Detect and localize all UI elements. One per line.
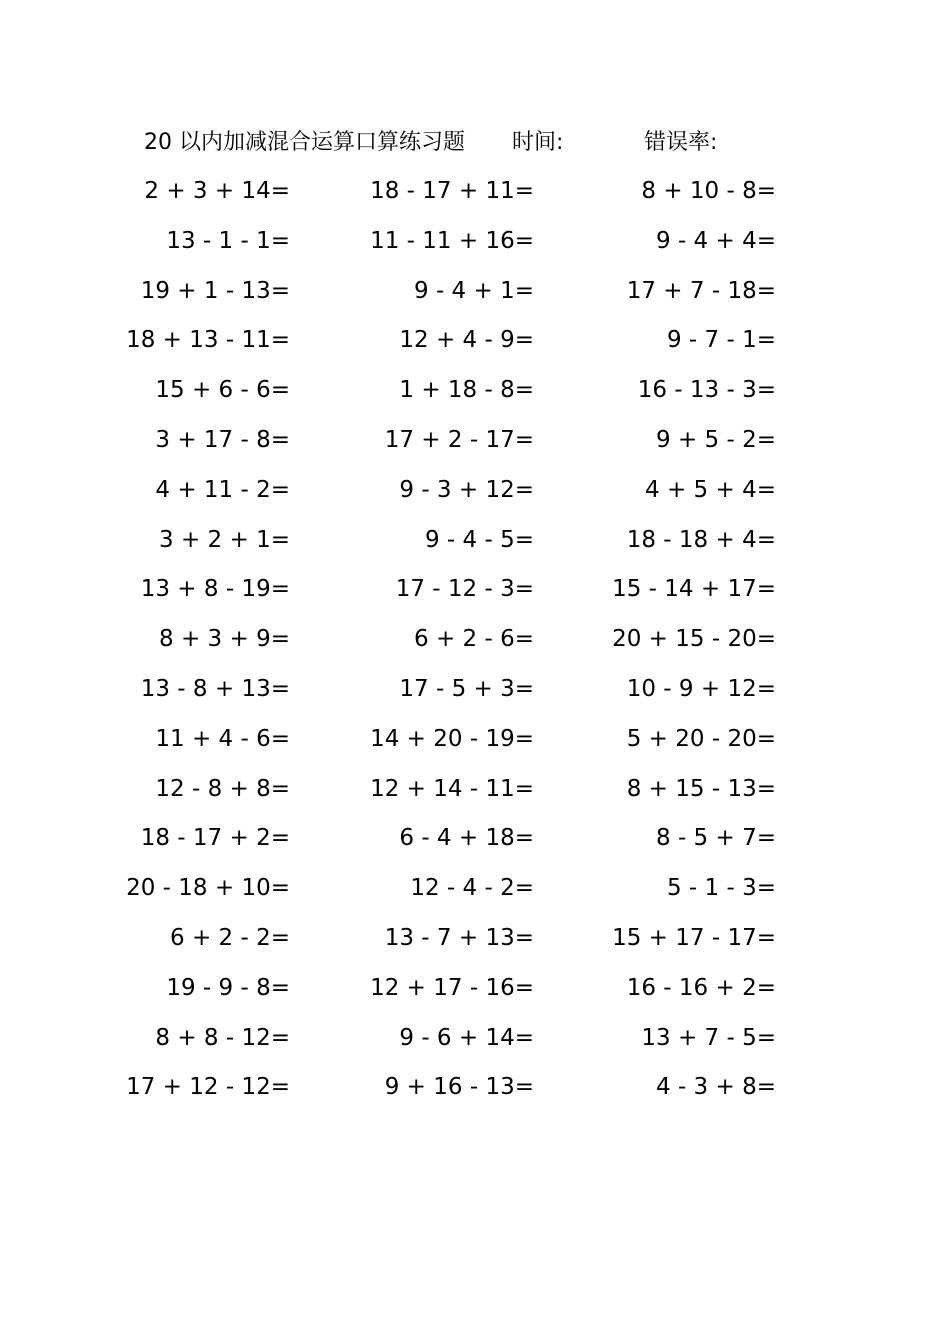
- problem-row: [0, 968, 950, 1018]
- problem-row: [0, 1067, 950, 1117]
- math-problem: 9 - 4 - 5=: [424, 526, 534, 553]
- problem-row: [0, 370, 950, 420]
- math-problem: 9 - 7 - 1=: [666, 327, 776, 354]
- math-problem: 15 - 14 + 17=: [612, 576, 776, 603]
- problem-row: [0, 669, 950, 719]
- math-problem: 10 - 9 + 12=: [626, 675, 776, 702]
- math-problem: 1 + 18 - 8=: [399, 377, 534, 404]
- math-problem: 20 + 15 - 20=: [612, 626, 776, 653]
- problem-row: [0, 320, 950, 370]
- math-problem: 12 - 4 - 2=: [410, 875, 534, 902]
- worksheet-header: [0, 126, 950, 160]
- math-problem: 12 + 17 - 16=: [370, 974, 534, 1001]
- math-problem: 5 + 20 - 20=: [626, 725, 776, 752]
- math-problem: 12 - 8 + 8=: [155, 775, 290, 802]
- math-problem: 17 + 12 - 12=: [126, 1074, 290, 1101]
- math-problem: 18 - 18 + 4=: [626, 526, 776, 553]
- math-problem: 19 + 1 - 13=: [140, 277, 290, 304]
- math-problem: 16 - 16 + 2=: [626, 974, 776, 1001]
- math-problem: 13 - 7 + 13=: [384, 924, 534, 951]
- math-problem: 6 + 2 - 6=: [414, 626, 534, 653]
- math-problem: 15 + 6 - 6=: [155, 377, 290, 404]
- math-problem: 8 + 10 - 8=: [641, 178, 776, 204]
- math-problem: 13 + 7 - 5=: [641, 1024, 776, 1051]
- math-problem: 6 - 4 + 18=: [399, 825, 534, 852]
- math-problem: 3 + 2 + 1=: [159, 526, 290, 553]
- math-problem: 18 - 17 + 2=: [140, 825, 290, 852]
- time-label: 时间:: [512, 130, 564, 155]
- math-problem: 9 - 3 + 12=: [399, 476, 534, 503]
- problem-row: [0, 420, 950, 470]
- math-problem: 17 - 12 - 3=: [395, 576, 534, 603]
- math-problem: 9 - 6 + 14=: [399, 1024, 534, 1051]
- math-problem: 9 + 5 - 2=: [656, 426, 776, 453]
- math-problem: 20 - 18 + 10=: [126, 875, 290, 902]
- math-problem: 4 + 5 + 4=: [645, 476, 776, 503]
- math-problem: 18 - 17 + 11=: [370, 178, 534, 204]
- math-problem: 13 + 8 - 19=: [140, 576, 290, 603]
- problem-row: [0, 470, 950, 520]
- problem-row: [0, 918, 950, 968]
- math-problem: 15 + 17 - 17=: [612, 924, 776, 951]
- problem-row: [0, 769, 950, 819]
- math-problem: 14 + 20 - 19=: [370, 725, 534, 752]
- math-problem: 3 + 17 - 8=: [155, 426, 290, 453]
- math-problem: 12 + 4 - 9=: [399, 327, 534, 354]
- math-problem: 19 - 9 - 8=: [166, 974, 290, 1001]
- error-rate-label: 错误率:: [644, 130, 718, 155]
- math-problem: 17 + 7 - 18=: [626, 277, 776, 304]
- problem-row: [0, 719, 950, 769]
- math-problem: 9 - 4 + 4=: [656, 227, 776, 254]
- math-problem: 9 - 4 + 1=: [414, 277, 534, 304]
- problem-row: [0, 818, 950, 868]
- math-problem: 13 - 8 + 13=: [140, 675, 290, 702]
- problem-grid: [0, 171, 950, 1117]
- math-problem: 8 + 15 - 13=: [626, 775, 776, 802]
- math-problem: 4 - 3 + 8=: [656, 1074, 776, 1101]
- math-problem: 2 + 3 + 14=: [144, 178, 290, 204]
- math-problem: 8 + 3 + 9=: [159, 626, 290, 653]
- math-problem: 8 + 8 - 12=: [155, 1024, 290, 1051]
- problem-row: [0, 569, 950, 619]
- math-problem: 18 + 13 - 11=: [126, 327, 290, 354]
- math-problem: 8 - 5 + 7=: [656, 825, 776, 852]
- math-problem: 6 + 2 - 2=: [170, 924, 290, 951]
- math-problem: 11 - 11 + 16=: [370, 227, 534, 254]
- math-problem: 9 + 16 - 13=: [384, 1074, 534, 1101]
- problem-row: [0, 1018, 950, 1068]
- math-problem: 16 - 13 - 3=: [637, 377, 776, 404]
- math-problem: 11 + 4 - 6=: [155, 725, 290, 752]
- math-problem: 12 + 14 - 11=: [370, 775, 534, 802]
- math-problem: 17 + 2 - 17=: [384, 426, 534, 453]
- math-problem: 13 - 1 - 1=: [166, 227, 290, 254]
- math-problem: 17 - 5 + 3=: [399, 675, 534, 702]
- math-problem: 5 - 1 - 3=: [666, 875, 776, 902]
- problem-row: [0, 868, 950, 918]
- math-problem: 4 + 11 - 2=: [155, 476, 290, 503]
- problem-row: [0, 619, 950, 669]
- problem-row: [0, 271, 950, 321]
- worksheet-title: 20 以内加减混合运算口算练习题: [144, 130, 465, 155]
- problem-row: [0, 171, 950, 221]
- problem-row: [0, 221, 950, 271]
- problem-row: [0, 520, 950, 570]
